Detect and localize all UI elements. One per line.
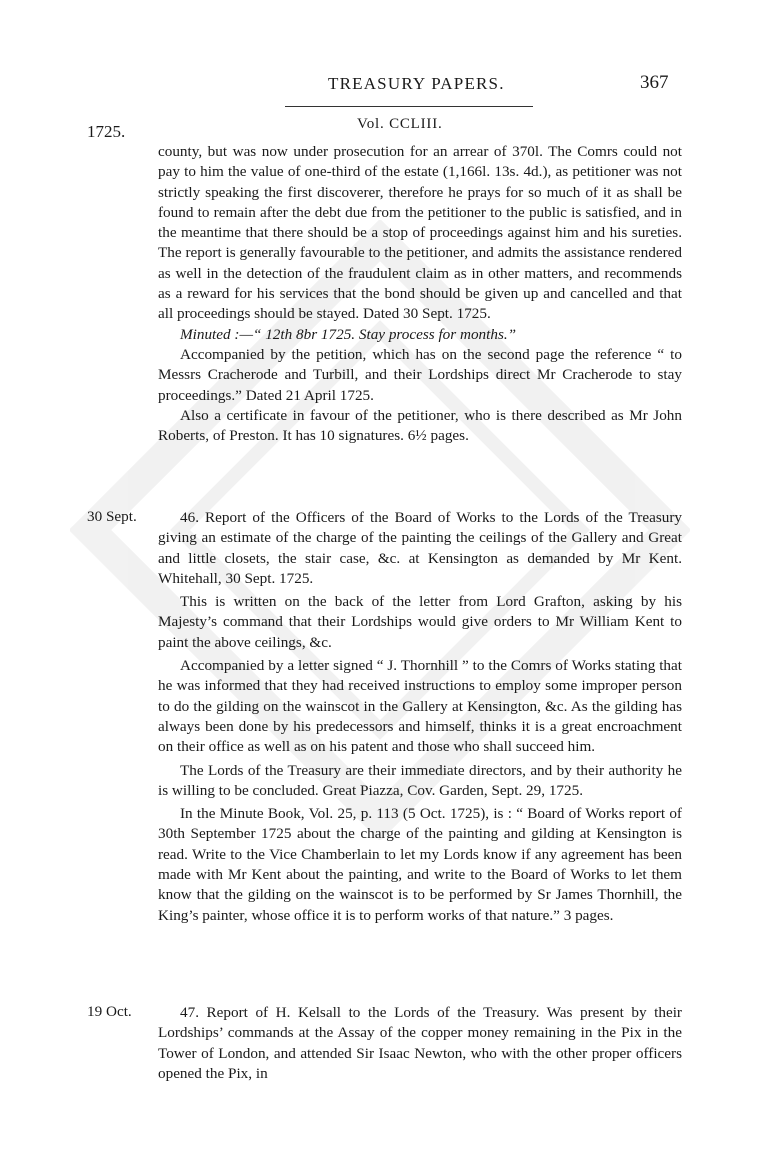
paragraph: This is written on the back of the letter from Lord Grafton, asking by his Majesty’s command that their Lordships would give orders to Mr William Kent to paint the above ceilings, &c.	[158, 593, 682, 651]
paragraph: 46. Report of the Officers of the Board of Works to the Lords of the Treasury giving an estimate of the charge of the painting the ceilings of the Gallery and Great and little closets, the stair case, &c. at Kensington as demanded by Mr Kent. Whitehall, 30 Sept. 1725.	[158, 509, 682, 587]
entry-continued	[158, 142, 682, 446]
margin-year: 1725.	[87, 122, 126, 141]
entry-46	[158, 508, 682, 926]
page-header	[0, 70, 768, 104]
margin-date: 19 Oct.	[87, 1003, 132, 1020]
volume-heading: Vol. CCLIII.	[357, 116, 443, 132]
page-number: 367	[640, 72, 669, 93]
paragraph: The Lords of the Treasury are their immediate directors, and by their authority he is willing to be concluded. Great Piazza, Cov. Garden, Sept. 29, 1725.	[158, 761, 682, 799]
paragraph: Also a certificate in favour of the petitioner, who is there described as Mr John Roberts, of Preston. It has 10 signatures. 6½ pages.	[158, 406, 682, 445]
header-rule	[285, 106, 533, 107]
margin-date: 30 Sept.	[87, 508, 137, 525]
paragraph: county, but was now under prosecution for an arrear of 370l. The Comrs could not pay to him the value of one-third of the estate (1,166l. 13s. 4d.), as petitioner was not strictly speaking the first discoverer, therefore he prays for so much of it as shall be found to remain after the debt due from the petitioner to the public is satisfied, and in the meantime that there should be a stop of proceedings against him and his sureties. The report is generally favourable to the petitioner, and admits the assistance rendered as well in the detection of the fraudulent claim as in other matters, and recommends as a reward for his services that the bond should be given up and cancelled and that all proceedings should be stayed. Dated 30 Sept. 1725.	[158, 143, 682, 323]
entry-47	[158, 1003, 682, 1084]
paragraph: Accompanied by the petition, which has on the second page the reference “ to Messrs Cracherode and Turbill, and their Lordships direct Mr Cracherode to stay proceedings.” Dated 21 April 1725.	[158, 345, 682, 404]
paragraph: In the Minute Book, Vol. 25, p. 113 (5 Oct. 1725), is : “ Board of Works report of 30th September 1725 about the charge of the painting and gilding at Kensington is read. Write to the Vice Chamberlain to let my Lords know if any agreement has been made with Mr Kent about the painting, and write to the Board of Works to let them know that the gilding on the wainscot is to be performed by Sr James Thornhill, the King’s painter, whose office it is to perform works of that nature.” 3 pages.	[158, 805, 682, 924]
minuted-text: Minuted :—“ 12th 8br 1725. Stay process for months.”	[180, 325, 517, 343]
paragraph: 47. Report of H. Kelsall to the Lords of the Treasury. Was present by their Lordships’ commands at the Assay of the copper money remaining in the Pix in the Tower of London, and attended Sir Isaac Newton, who with the other proper officers opened the Pix, in	[158, 1004, 682, 1082]
paragraph: Accompanied by a letter signed “ J. Thornhill ” to the Comrs of Works stating that he was informed that they had received instructions to employ some improper person to do the gilding on the wainscot in the Gallery at Kensington, &c. As the gilding has always been done by his predecessors and himself, thinks it is a great encroachment on their office as well as on his patent and those who shall succeed him.	[158, 657, 682, 756]
running-title: TREASURY PAPERS.	[328, 74, 505, 93]
paragraph-minuted	[158, 325, 682, 345]
